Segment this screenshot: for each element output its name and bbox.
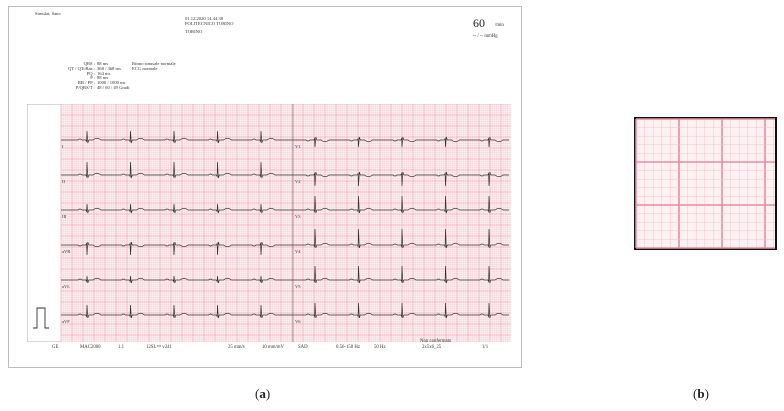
interpretation-line: ECG normale — [132, 65, 158, 71]
measurement-value: 1000 / 1000 ms — [97, 80, 126, 86]
footer-device: GE — [52, 345, 59, 350]
lead-label: V5 — [295, 284, 301, 289]
measurement-labels — [47, 62, 95, 91]
footer-sad: SAD — [298, 345, 308, 350]
measurement-label: P : — [90, 75, 95, 81]
measurement-label: QT / QTcBaz : — [67, 65, 95, 71]
closeup-background — [636, 119, 775, 248]
footer-mains: 50 Hz — [374, 345, 386, 350]
footer-confirm-status: Non confermato — [420, 339, 452, 344]
heart-rate-unit: /min — [495, 23, 504, 28]
heart-rate-value: 60 — [473, 16, 485, 30]
institution-name: POLITECNICO TORINO — [185, 20, 234, 26]
measurement-value: 368 / 368 ms — [97, 65, 121, 71]
measurement-value: 88 ms — [97, 61, 109, 66]
lead-label: V4 — [295, 249, 301, 254]
exam-date-time: 01.12.2020 14:44:38 — [185, 16, 224, 21]
measurement-values — [97, 62, 137, 91]
lead-label: III — [62, 214, 67, 219]
measurement-value: 164 ms — [97, 70, 111, 76]
header-center-block — [185, 17, 233, 34]
measurement-value: 88 ms — [97, 75, 109, 81]
panel-label-b: (b) — [693, 386, 709, 401]
footer-software: 12SL™ v241 — [146, 345, 172, 350]
footer-model: MAC2000 — [80, 345, 101, 350]
ecg-grid-and-traces — [27, 104, 511, 342]
interpretation-text — [132, 62, 176, 72]
lead-label: V3 — [295, 214, 301, 219]
lead-label: I — [62, 144, 64, 149]
footer-format: 2x5x6_25 — [422, 345, 442, 350]
footer-gain: 10 mm/mV — [262, 345, 284, 350]
lead-label: V1 — [295, 144, 301, 149]
footer-filter: 0.56-150 Hz — [336, 345, 360, 350]
ecg-grid-closeup — [634, 117, 777, 250]
lead-label: V2 — [295, 179, 301, 184]
lead-label: V6 — [295, 319, 301, 324]
lead-label: aVR — [62, 249, 71, 254]
lead-label: II — [62, 179, 65, 184]
measurement-value: 48 / 60 / 49 Gradi — [97, 85, 130, 91]
footer-speed: 25 mm/s — [228, 345, 245, 350]
lead-label: aVL — [62, 284, 70, 289]
measurement-label: QRS : — [83, 61, 95, 66]
ecg-trace-panel — [27, 104, 511, 342]
patient-name: Simulat, Sano — [35, 11, 61, 16]
panel-label-a: (a) — [255, 386, 271, 401]
footer-version: 1.1 — [118, 345, 124, 350]
lead-label: aVF — [62, 319, 70, 324]
interpretation-line: Ritmo sinusale normale — [132, 61, 176, 66]
blood-pressure: -- / -- mmHg — [473, 34, 498, 39]
panel-label-b-letter: b — [697, 386, 705, 401]
footer-page: 1/1 — [482, 345, 489, 350]
measurement-label: P/QRS/T : — [75, 85, 95, 91]
panel-label-a-letter: a — [259, 386, 266, 401]
measurement-label: PQ : — [86, 70, 95, 76]
measurement-label: RR / PP : — [77, 80, 95, 86]
institution-location: TORINO — [185, 28, 203, 34]
